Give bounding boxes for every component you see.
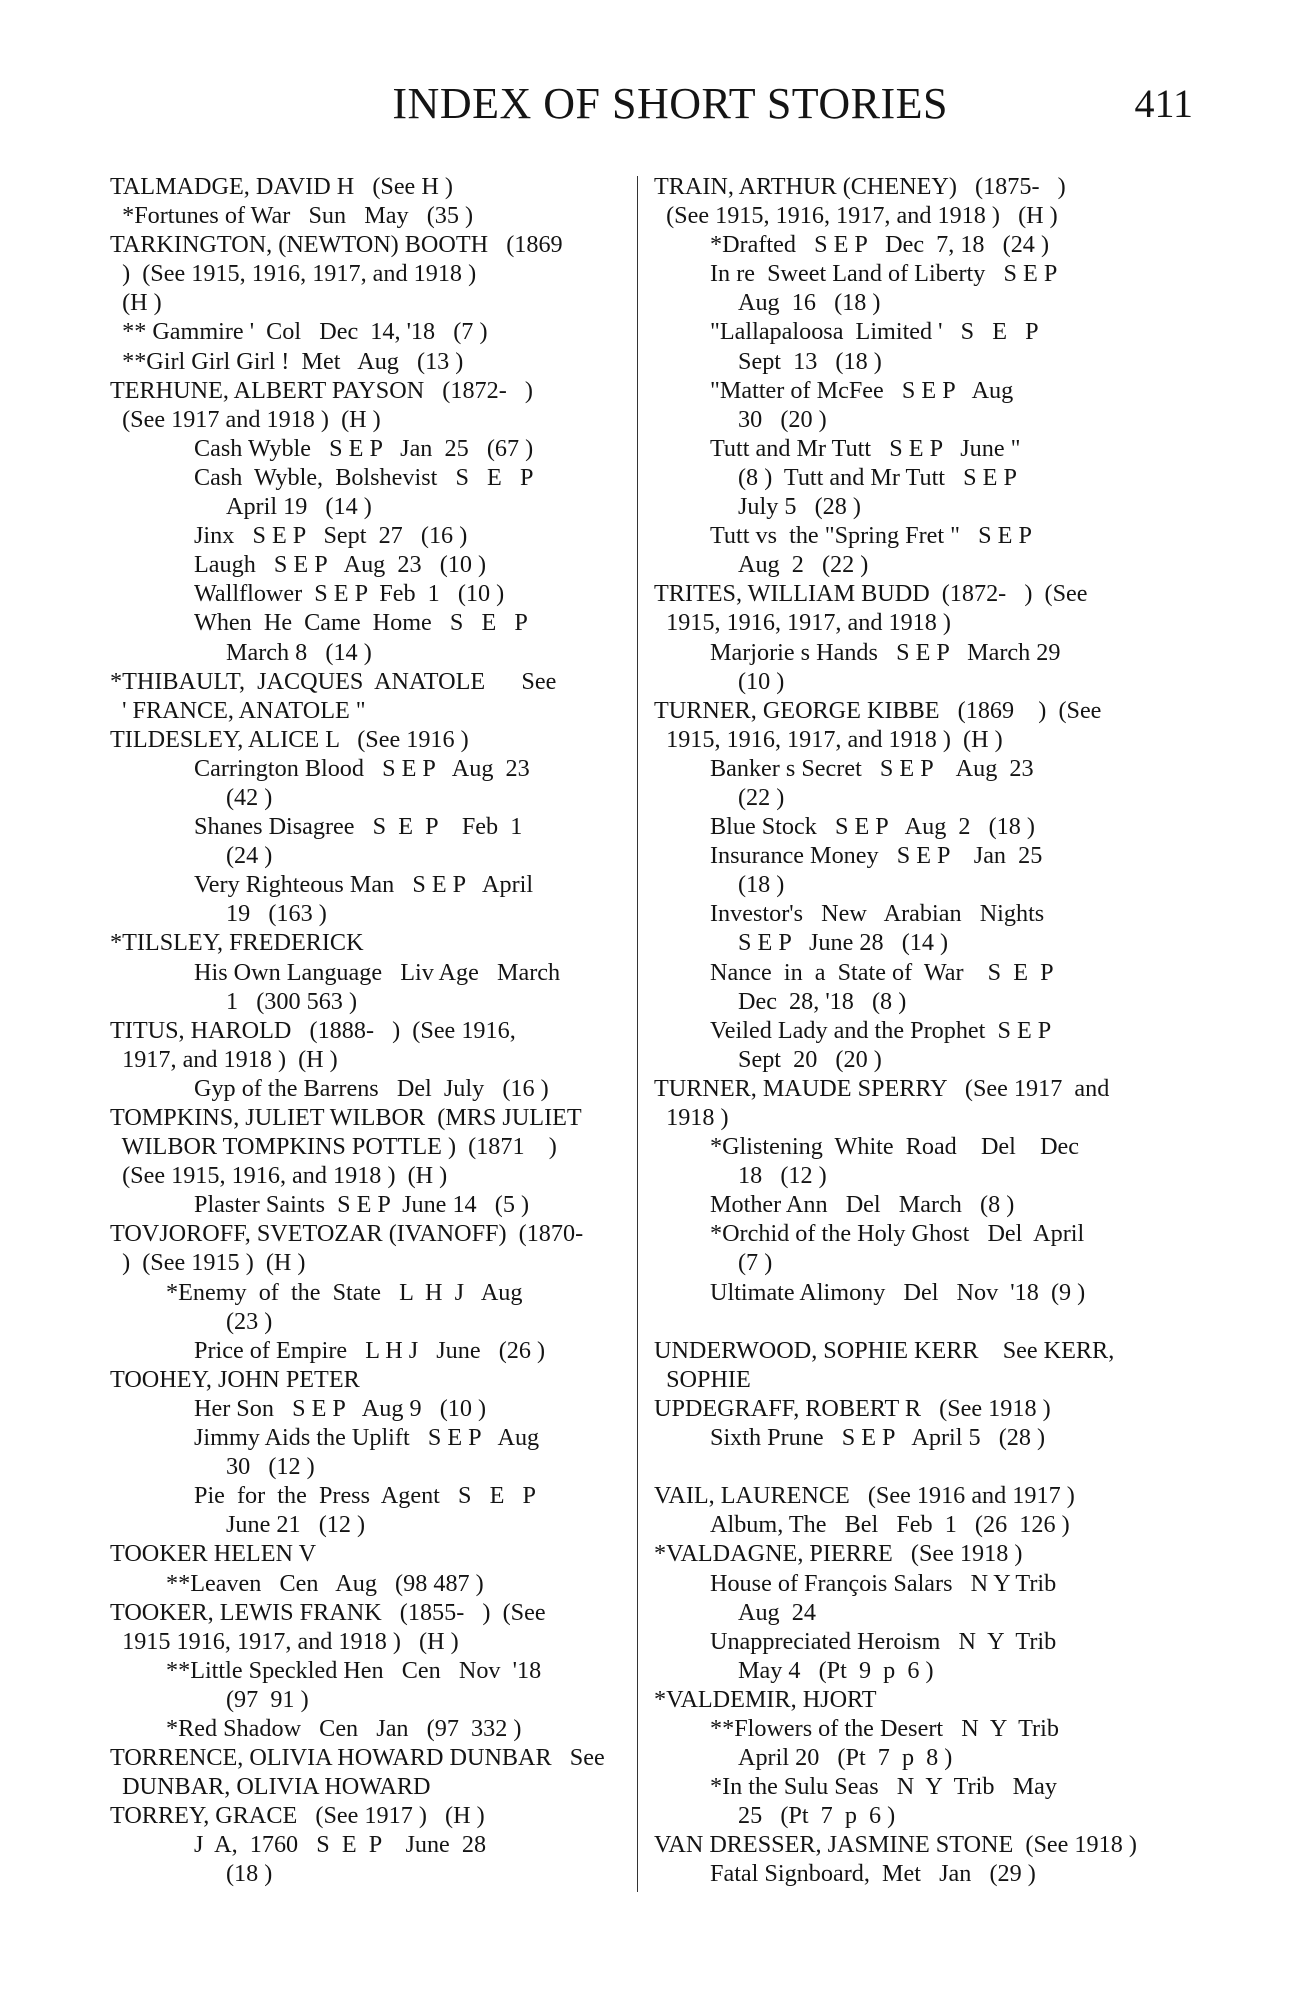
index-line: Veiled Lady and the Prophet S E P	[710, 1016, 1052, 1044]
index-line: (22 )	[738, 783, 785, 811]
index-line: TOOKER HELEN V	[110, 1540, 317, 1568]
index-line: 30 (20 )	[738, 405, 827, 433]
index-line: TURNER, GEORGE KIBBE (1869 ) (See	[654, 696, 1102, 724]
index-line: Tutt vs the "Spring Fret " S E P	[710, 522, 1032, 550]
index-line: TARKINGTON, (NEWTON) BOOTH (1869	[110, 231, 563, 259]
index-line: (23 )	[226, 1307, 273, 1335]
index-line: Blue Stock S E P Aug 2 (18 )	[710, 813, 1035, 841]
index-line: J A, 1760 S E P June 28	[194, 1831, 487, 1859]
index-line: *Enemy of the State L H J Aug	[166, 1278, 523, 1306]
index-line: *VALDEMIR, HJORT	[654, 1685, 877, 1713]
index-line: 18 (12 )	[738, 1162, 827, 1190]
index-line: Investor's New Arabian Nights	[710, 900, 1045, 928]
index-line: Mother Ann Del March (8 )	[710, 1191, 1015, 1219]
index-line: Pie for the Press Agent S E P	[194, 1482, 536, 1510]
index-line: *Fortunes of War Sun May (35 )	[110, 202, 474, 230]
index-line: Shanes Disagree S E P Feb 1	[194, 813, 523, 841]
index-line: *Orchid of the Holy Ghost Del April	[710, 1220, 1085, 1248]
index-line: (10 )	[738, 667, 785, 695]
index-line: Carrington Blood S E P Aug 23	[194, 754, 530, 782]
index-line: TOOHEY, JOHN PETER	[110, 1365, 360, 1393]
index-line: DUNBAR, OLIVIA HOWARD	[110, 1773, 431, 1801]
index-line: Aug 2 (22 )	[738, 551, 869, 579]
right-column	[654, 172, 1166, 1889]
index-line: Cash Wyble, Bolshevist S E P	[194, 463, 534, 491]
index-line: (18 )	[738, 871, 785, 899]
index-line: TRITES, WILLIAM BUDD (1872- ) (See	[654, 580, 1088, 608]
index-line	[654, 1452, 1166, 1481]
index-line: (42 )	[226, 783, 273, 811]
index-line: Sixth Prune S E P April 5 (28 )	[710, 1424, 1046, 1452]
index-line: "Matter of McFee S E P Aug	[710, 376, 1014, 404]
index-line: Laugh S E P Aug 23 (10 )	[194, 551, 487, 579]
index-line: July 5 (28 )	[738, 493, 861, 521]
index-line: Album, The Bel Feb 1 (26 126 )	[710, 1511, 1070, 1539]
index-line: 1918 )	[654, 1104, 729, 1131]
index-line: UPDEGRAFF, ROBERT R (See 1918 )	[654, 1394, 1051, 1422]
index-line: TORREY, GRACE (See 1917 ) (H )	[110, 1802, 485, 1830]
index-line: 19 (163 )	[226, 900, 327, 928]
left-column	[110, 172, 622, 1889]
index-line: TOVJOROFF, SVETOZAR (IVANOFF) (1870-	[110, 1220, 584, 1248]
index-line: Aug 24	[738, 1598, 816, 1626]
index-line: TURNER, MAUDE SPERRY (See 1917 and	[654, 1074, 1110, 1102]
index-line	[654, 1307, 1166, 1336]
index-line: (18 )	[226, 1860, 273, 1888]
index-line: March 8 (14 )	[226, 638, 372, 666]
index-line: *THIBAULT, JACQUES ANATOLE See	[110, 667, 557, 695]
index-line: WILBOR TOMPKINS POTTLE ) (1871 )	[110, 1133, 557, 1161]
index-line: 1915, 1916, 1917, and 1918 )	[654, 609, 951, 637]
index-line: (See 1915, 1916, and 1918 ) (H )	[110, 1162, 448, 1190]
index-line: Sept 20 (20 )	[738, 1045, 882, 1073]
page-title: INDEX OF SHORT STORIES	[392, 79, 948, 128]
index-line: Her Son S E P Aug 9 (10 )	[194, 1394, 487, 1422]
index-line: (See 1917 and 1918 ) (H )	[110, 405, 381, 433]
index-line: TRAIN, ARTHUR (CHENEY) (1875- )	[654, 173, 1066, 200]
index-line: Nance in a State of War S E P	[710, 958, 1054, 986]
index-line: Marjorie s Hands S E P March 29	[710, 638, 1061, 666]
column-divider	[637, 176, 638, 1892]
index-line: **Little Speckled Hen Cen Nov '18	[166, 1656, 542, 1684]
index-line: Gyp of the Barrens Del July (16 )	[194, 1074, 549, 1102]
index-line: Jimmy Aids the Uplift S E P Aug	[194, 1424, 540, 1452]
index-line: Sept 13 (18 )	[738, 347, 882, 375]
index-line: Jinx S E P Sept 27 (16 )	[194, 522, 468, 550]
index-line: (8 ) Tutt and Mr Tutt S E P	[738, 463, 1017, 491]
index-line: Very Righteous Man S E P April	[194, 871, 534, 899]
index-line: Wallflower S E P Feb 1 (10 )	[194, 580, 505, 608]
index-line: 25 (Pt 7 p 6 )	[738, 1802, 896, 1830]
index-line: TOOKER, LEWIS FRANK (1855- ) (See	[110, 1598, 546, 1626]
index-line: 1915 1916, 1917, and 1918 ) (H )	[110, 1627, 459, 1655]
index-line: *Red Shadow Cen Jan (97 332 )	[166, 1714, 522, 1742]
index-line: **Leaven Cen Aug (98 487 )	[166, 1569, 484, 1597]
index-line: (See 1915, 1916, 1917, and 1918 ) (H )	[654, 202, 1058, 230]
index-line: His Own Language Liv Age March	[194, 958, 561, 986]
index-line: *TILSLEY, FREDERICK	[110, 929, 364, 957]
index-line: **Flowers of the Desert N Y Trib	[710, 1714, 1059, 1742]
index-line: VAIL, LAURENCE (See 1916 and 1917 )	[654, 1482, 1075, 1510]
index-line: ' FRANCE, ANATOLE "	[110, 696, 366, 724]
index-line: April 19 (14 )	[226, 493, 372, 521]
index-line: Price of Empire L H J June (26 )	[194, 1336, 546, 1364]
index-line: *Drafted S E P Dec 7, 18 (24 )	[710, 231, 1050, 259]
index-line: (H )	[110, 289, 162, 317]
index-line: SOPHIE	[654, 1365, 751, 1393]
index-line: April 20 (Pt 7 p 8 )	[738, 1744, 953, 1772]
index-line: TOMPKINS, JULIET WILBOR (MRS JULIET	[110, 1104, 582, 1131]
index-line: S E P June 28 (14 )	[738, 929, 949, 957]
index-line: 30 (12 )	[226, 1453, 315, 1481]
index-line: Unappreciated Heroism N Y Trib	[710, 1627, 1057, 1655]
index-line: (24 )	[226, 842, 273, 870]
index-line: **Girl Girl Girl ! Met Aug (13 )	[110, 347, 464, 375]
index-line: Insurance Money S E P Jan 25	[710, 842, 1043, 870]
index-line: TORRENCE, OLIVIA HOWARD DUNBAR See	[110, 1744, 605, 1772]
index-line: TALMADGE, DAVID H (See H )	[110, 173, 453, 200]
index-line: May 4 (Pt 9 p 6 )	[738, 1656, 934, 1684]
index-line: Fatal Signboard, Met Jan (29 )	[710, 1860, 1036, 1888]
index-line: 1915, 1916, 1917, and 1918 ) (H )	[654, 725, 1003, 753]
index-line: *In the Sulu Seas N Y Trib May	[710, 1773, 1057, 1801]
index-line: (97 91 )	[226, 1685, 309, 1713]
index-line: ** Gammire ' Col Dec 14, '18 (7 )	[110, 318, 488, 346]
index-line: TILDESLEY, ALICE L (See 1916 )	[110, 725, 469, 753]
index-line: TITUS, HAROLD (1888- ) (See 1916,	[110, 1016, 516, 1044]
index-line: "Lallapaloosa Limited ' S E P	[710, 318, 1039, 346]
index-line: When He Came Home S E P	[194, 609, 528, 637]
index-line: ) (See 1915 ) (H )	[110, 1249, 306, 1277]
index-line: *VALDAGNE, PIERRE (See 1918 )	[654, 1540, 1023, 1568]
index-line: In re Sweet Land of Liberty S E P	[710, 260, 1058, 288]
index-line: Ultimate Alimony Del Nov '18 (9 )	[710, 1278, 1086, 1306]
index-line: TERHUNE, ALBERT PAYSON (1872- )	[110, 376, 533, 404]
index-line: VAN DRESSER, JASMINE STONE (See 1918 )	[654, 1831, 1137, 1859]
index-line: Banker s Secret S E P Aug 23	[710, 754, 1034, 782]
index-line: 1 (300 563 )	[226, 987, 357, 1015]
index-line: Tutt and Mr Tutt S E P June "	[710, 434, 1021, 462]
index-line: ) (See 1915, 1916, 1917, and 1918 )	[110, 260, 477, 288]
index-line: Dec 28, '18 (8 )	[738, 987, 907, 1015]
index-line: June 21 (12 )	[226, 1511, 366, 1539]
index-line: Aug 16 (18 )	[738, 289, 881, 317]
index-line: 1917, and 1918 ) (H )	[110, 1045, 338, 1073]
page-number: 411	[1134, 81, 1193, 126]
index-line: (7 )	[738, 1249, 773, 1277]
index-line: Plaster Saints S E P June 14 (5 )	[194, 1191, 530, 1219]
index-line: House of François Salars N Y Trib	[710, 1569, 1057, 1597]
index-line: Cash Wyble S E P Jan 25 (67 )	[194, 434, 534, 462]
index-line: UNDERWOOD, SOPHIE KERR See KERR,	[654, 1336, 1115, 1364]
index-line: *Glistening White Road Del Dec	[710, 1133, 1080, 1161]
